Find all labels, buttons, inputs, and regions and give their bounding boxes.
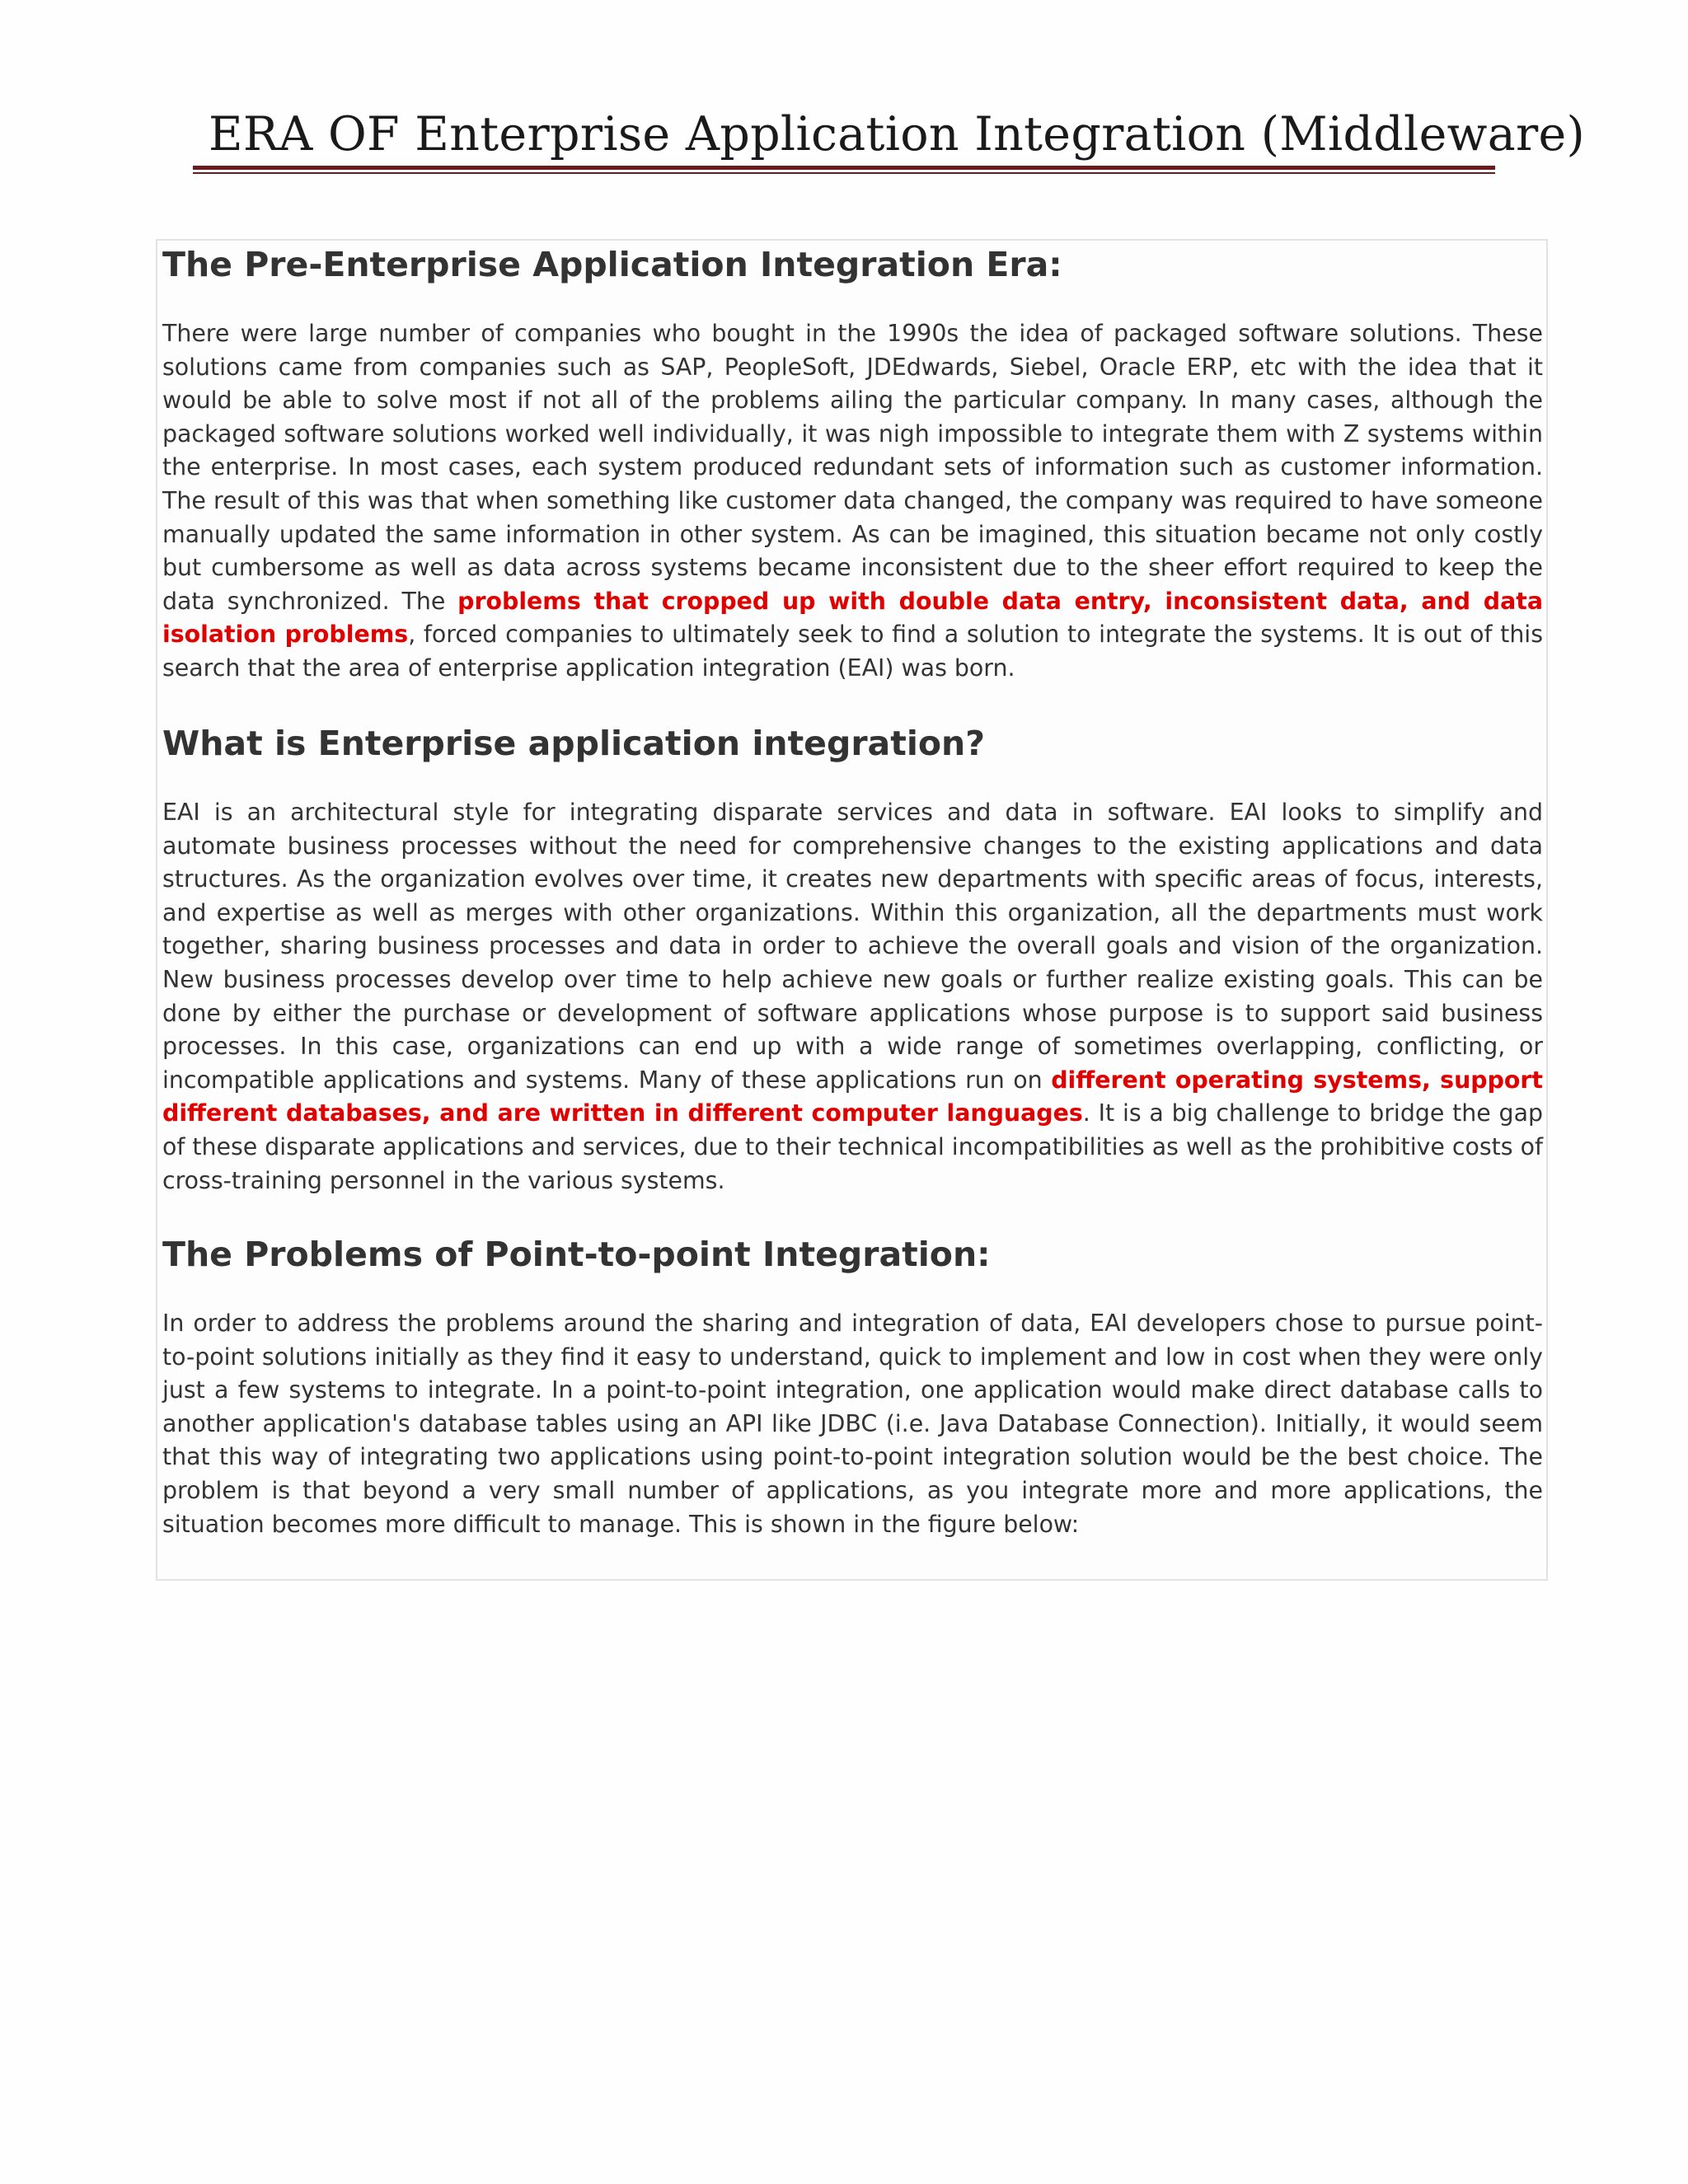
paragraph-text: EAI is an architectural style for integrating disparate services and data in software. EAI looks to simplify and automate business processes without the need for comprehensive changes to the existing applications and data structures. As the organization evolves over time, it creates new departments with specific areas of focus, interests, and expertise as well as merges with other organizations. Within this organization, all the departments must work together, sharing business processes and data in order to achieve the overall goals and vision of the organization. New business processes develop over time to help achieve new goals or further realize existing goals. This can be done by either the purchase or development of software applications whose purpose is to support said business processes. In this case, organizations can end up with a wide range of sometimes overlapping, conflicting, or incompatible applications and systems. Many of these applications run on [162,799,1543,1094]
section-point-to-point [162,1230,1543,1541]
paragraph-text: There were large number of companies who bought in the 1990s the idea of packaged software solutions. These solutions came from companies such as SAP, PeopleSoft, JDEdwards, Siebel, Oracle ERP, etc with the idea that it would be able to solve most if not all of the problems ailing the particular company. In many cases, although the packaged software solutions worked well individually, it was nigh impossible to integrate them with Z systems within the enterprise. In most cases, each system produced redundant sets of information such as customer information. The result of this was that when something like customer data changed, the company was required to have someone manually updated the same information in other system. As can be imagined, this situation became not only costly but cumbersome as well as data across systems became inconsistent due to the sheer effort required to keep the data synchronized. The [162,320,1543,615]
page-title: ERA OF Enterprise Application Integration (Middleware) [209,107,1586,162]
section-what-is-eai [162,719,1543,1197]
paragraph-text: . It is a big challenge to bridge the gap of these disparate applications and services, due to their technical incompatibilities as well as the prohibitive costs of cross-training personnel in the various systems. [162,1099,1543,1194]
highlighted-text: problems that cropped up with double data entry, inconsistent data, and data isolation problems [162,587,1543,649]
section-paragraph [162,317,1543,686]
title-underline-thin [193,172,1495,174]
section-pre-eai-era [162,240,1543,686]
title-underline-thick [193,166,1495,170]
paragraph-text: , forced companies to ultimately seek to find a solution to integrate the systems. It is out of this search that the area of enterprise application integration (EAI) was born. [162,621,1543,682]
highlighted-text: different operating systems, support different databases, and are written in different computer languages [162,1066,1543,1127]
section-paragraph: In order to address the problems around the sharing and integration of data, EAI developers chose to pursue point-to-point solutions initially as they find it easy to understand, quick to implement and low in cost when they were only just a few systems to integrate. In a point-to-point integration, one application would make direct database calls to another application's database tables using an API like JDBC (i.e. Java Database Connection). Initially, it would seem that this way of integrating two applications using point-to-point integration solution would be the best choice. The problem is that beyond a very small number of applications, as you integrate more and more applications, the situation becomes more difficult to manage. This is shown in the figure below: [162,1310,1543,1538]
section-heading: The Pre-Enterprise Application Integration Era: [162,245,1062,284]
section-paragraph [162,796,1543,1197]
section-heading: The Problems of Point-to-point Integration: [162,1235,991,1274]
section-heading: What is Enterprise application integration? [162,724,986,763]
